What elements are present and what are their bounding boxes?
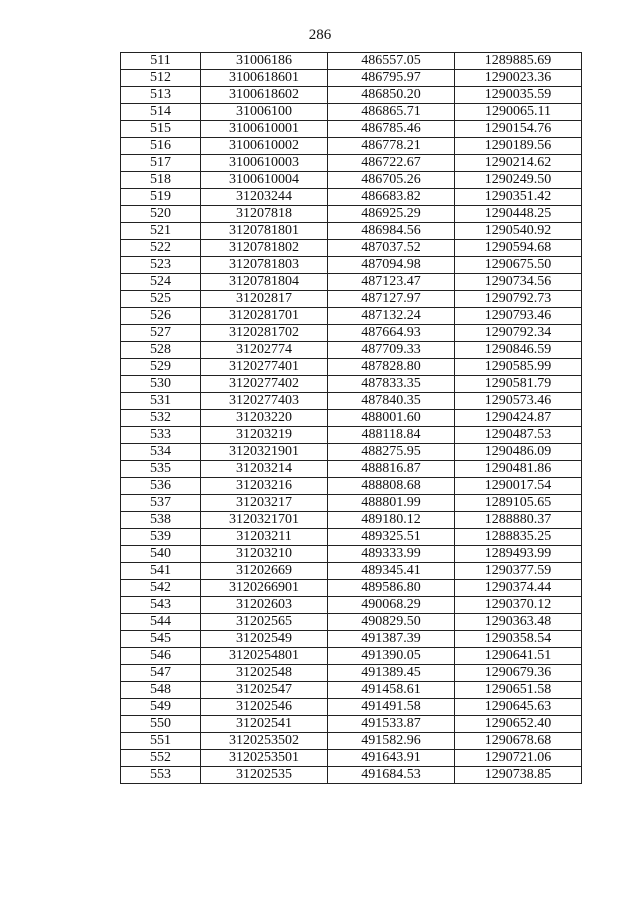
x-coordinate-cell: 491458.61	[328, 682, 455, 699]
point-number-cell: 527	[121, 325, 201, 342]
point-number-cell: 532	[121, 410, 201, 427]
point-id-cell: 31202565	[201, 614, 328, 631]
table-row	[121, 614, 582, 631]
table-row	[121, 767, 582, 784]
point-number-cell: 549	[121, 699, 201, 716]
point-id-cell: 31006100	[201, 104, 328, 121]
table-row	[121, 427, 582, 444]
x-coordinate-cell: 488801.99	[328, 495, 455, 512]
x-coordinate-cell: 487828.80	[328, 359, 455, 376]
x-coordinate-cell: 487664.93	[328, 325, 455, 342]
point-id-cell: 3120781802	[201, 240, 328, 257]
x-coordinate-cell: 486865.71	[328, 104, 455, 121]
x-coordinate-cell: 490829.50	[328, 614, 455, 631]
y-coordinate-cell: 1290846.59	[455, 342, 582, 359]
point-id-cell: 3120253501	[201, 750, 328, 767]
point-id-cell: 31203217	[201, 495, 328, 512]
table-row	[121, 376, 582, 393]
point-id-cell: 3120266901	[201, 580, 328, 597]
point-number-cell: 526	[121, 308, 201, 325]
point-number-cell: 516	[121, 138, 201, 155]
point-id-cell: 31203220	[201, 410, 328, 427]
x-coordinate-cell: 486683.82	[328, 189, 455, 206]
point-number-cell: 548	[121, 682, 201, 699]
table-row	[121, 546, 582, 563]
point-number-cell: 530	[121, 376, 201, 393]
point-number-cell: 537	[121, 495, 201, 512]
x-coordinate-cell: 491491.58	[328, 699, 455, 716]
point-number-cell: 512	[121, 70, 201, 87]
y-coordinate-cell: 1290374.44	[455, 580, 582, 597]
y-coordinate-cell: 1290573.46	[455, 393, 582, 410]
x-coordinate-cell: 491387.39	[328, 631, 455, 648]
y-coordinate-cell: 1290023.36	[455, 70, 582, 87]
y-coordinate-cell: 1290651.58	[455, 682, 582, 699]
point-id-cell: 3120781804	[201, 274, 328, 291]
point-number-cell: 533	[121, 427, 201, 444]
x-coordinate-cell: 488808.68	[328, 478, 455, 495]
table-row	[121, 53, 582, 70]
y-coordinate-cell: 1290448.25	[455, 206, 582, 223]
x-coordinate-cell: 489325.51	[328, 529, 455, 546]
y-coordinate-cell: 1290652.40	[455, 716, 582, 733]
table-row	[121, 121, 582, 138]
x-coordinate-cell: 490068.29	[328, 597, 455, 614]
x-coordinate-cell: 487709.33	[328, 342, 455, 359]
point-number-cell: 515	[121, 121, 201, 138]
point-id-cell: 31203210	[201, 546, 328, 563]
point-id-cell: 3120281702	[201, 325, 328, 342]
point-id-cell: 3100610004	[201, 172, 328, 189]
point-id-cell: 3120321901	[201, 444, 328, 461]
table-row	[121, 138, 582, 155]
y-coordinate-cell: 1290377.59	[455, 563, 582, 580]
table-row	[121, 529, 582, 546]
point-number-cell: 519	[121, 189, 201, 206]
x-coordinate-cell: 486925.29	[328, 206, 455, 223]
point-number-cell: 543	[121, 597, 201, 614]
y-coordinate-cell: 1290679.36	[455, 665, 582, 682]
point-id-cell: 31207818	[201, 206, 328, 223]
table-row	[121, 189, 582, 206]
point-number-cell: 545	[121, 631, 201, 648]
x-coordinate-cell: 491390.05	[328, 648, 455, 665]
point-number-cell: 538	[121, 512, 201, 529]
point-number-cell: 529	[121, 359, 201, 376]
x-coordinate-cell: 487840.35	[328, 393, 455, 410]
y-coordinate-cell: 1290189.56	[455, 138, 582, 155]
y-coordinate-cell: 1290154.76	[455, 121, 582, 138]
point-id-cell: 3120781801	[201, 223, 328, 240]
table-row	[121, 342, 582, 359]
x-coordinate-cell: 487094.98	[328, 257, 455, 274]
x-coordinate-cell: 487132.24	[328, 308, 455, 325]
table-row	[121, 478, 582, 495]
table-row	[121, 716, 582, 733]
x-coordinate-cell: 487833.35	[328, 376, 455, 393]
point-number-cell: 539	[121, 529, 201, 546]
point-number-cell: 541	[121, 563, 201, 580]
page-number: 286	[308, 27, 332, 43]
x-coordinate-cell: 488816.87	[328, 461, 455, 478]
y-coordinate-cell: 1290486.09	[455, 444, 582, 461]
y-coordinate-cell: 1290487.53	[455, 427, 582, 444]
y-coordinate-cell: 1290540.92	[455, 223, 582, 240]
point-number-cell: 518	[121, 172, 201, 189]
table-row	[121, 104, 582, 121]
x-coordinate-cell: 491389.45	[328, 665, 455, 682]
point-id-cell: 3100610003	[201, 155, 328, 172]
y-coordinate-cell: 1290363.48	[455, 614, 582, 631]
table-row	[121, 223, 582, 240]
point-number-cell: 534	[121, 444, 201, 461]
table-row	[121, 733, 582, 750]
y-coordinate-cell: 1288880.37	[455, 512, 582, 529]
x-coordinate-cell: 488275.95	[328, 444, 455, 461]
point-id-cell: 31202549	[201, 631, 328, 648]
table-row	[121, 206, 582, 223]
point-id-cell: 31203211	[201, 529, 328, 546]
x-coordinate-cell: 487123.47	[328, 274, 455, 291]
x-coordinate-cell: 486785.46	[328, 121, 455, 138]
point-number-cell: 517	[121, 155, 201, 172]
y-coordinate-cell: 1290249.50	[455, 172, 582, 189]
point-number-cell: 551	[121, 733, 201, 750]
y-coordinate-cell: 1290370.12	[455, 597, 582, 614]
y-coordinate-cell: 1290214.62	[455, 155, 582, 172]
point-number-cell: 528	[121, 342, 201, 359]
y-coordinate-cell: 1290017.54	[455, 478, 582, 495]
point-id-cell: 3120254801	[201, 648, 328, 665]
point-id-cell: 3100610002	[201, 138, 328, 155]
point-id-cell: 31203214	[201, 461, 328, 478]
x-coordinate-cell: 488118.84	[328, 427, 455, 444]
point-number-cell: 522	[121, 240, 201, 257]
point-number-cell: 536	[121, 478, 201, 495]
table-row	[121, 308, 582, 325]
table-row	[121, 512, 582, 529]
point-id-cell: 31202535	[201, 767, 328, 784]
x-coordinate-cell: 486984.56	[328, 223, 455, 240]
x-coordinate-cell: 486705.26	[328, 172, 455, 189]
x-coordinate-cell: 486778.21	[328, 138, 455, 155]
table-row	[121, 682, 582, 699]
point-id-cell: 3120277401	[201, 359, 328, 376]
y-coordinate-cell: 1289105.65	[455, 495, 582, 512]
y-coordinate-cell: 1290793.46	[455, 308, 582, 325]
table-row	[121, 325, 582, 342]
point-id-cell: 3120781803	[201, 257, 328, 274]
point-number-cell: 524	[121, 274, 201, 291]
point-number-cell: 542	[121, 580, 201, 597]
point-number-cell: 511	[121, 53, 201, 70]
point-id-cell: 31202541	[201, 716, 328, 733]
point-id-cell: 31202546	[201, 699, 328, 716]
point-number-cell: 514	[121, 104, 201, 121]
x-coordinate-cell: 488001.60	[328, 410, 455, 427]
y-coordinate-cell: 1290481.86	[455, 461, 582, 478]
point-number-cell: 521	[121, 223, 201, 240]
point-id-cell: 31202548	[201, 665, 328, 682]
point-number-cell: 540	[121, 546, 201, 563]
y-coordinate-cell: 1290734.56	[455, 274, 582, 291]
table-row	[121, 87, 582, 104]
point-number-cell: 523	[121, 257, 201, 274]
x-coordinate-cell: 486850.20	[328, 87, 455, 104]
table-row	[121, 274, 582, 291]
x-coordinate-cell: 487127.97	[328, 291, 455, 308]
y-coordinate-cell: 1290065.11	[455, 104, 582, 121]
table-row	[121, 240, 582, 257]
point-number-cell: 552	[121, 750, 201, 767]
y-coordinate-cell: 1290035.59	[455, 87, 582, 104]
table-row	[121, 155, 582, 172]
y-coordinate-cell: 1290585.99	[455, 359, 582, 376]
point-id-cell: 31203216	[201, 478, 328, 495]
point-id-cell: 3100610001	[201, 121, 328, 138]
table-row	[121, 699, 582, 716]
y-coordinate-cell: 1290351.42	[455, 189, 582, 206]
table-row	[121, 597, 582, 614]
table-row	[121, 648, 582, 665]
y-coordinate-cell: 1290792.34	[455, 325, 582, 342]
y-coordinate-cell: 1290738.85	[455, 767, 582, 784]
table-row	[121, 563, 582, 580]
y-coordinate-cell: 1290358.54	[455, 631, 582, 648]
y-coordinate-cell: 1290645.63	[455, 699, 582, 716]
coordinate-table	[120, 52, 582, 784]
x-coordinate-cell: 489586.80	[328, 580, 455, 597]
point-number-cell: 550	[121, 716, 201, 733]
point-number-cell: 520	[121, 206, 201, 223]
point-number-cell: 547	[121, 665, 201, 682]
point-number-cell: 553	[121, 767, 201, 784]
table-row	[121, 631, 582, 648]
x-coordinate-cell: 486557.05	[328, 53, 455, 70]
point-id-cell: 3100618601	[201, 70, 328, 87]
x-coordinate-cell: 486795.97	[328, 70, 455, 87]
point-number-cell: 531	[121, 393, 201, 410]
table-row	[121, 461, 582, 478]
table-row	[121, 70, 582, 87]
point-number-cell: 546	[121, 648, 201, 665]
y-coordinate-cell: 1290424.87	[455, 410, 582, 427]
y-coordinate-cell: 1289885.69	[455, 53, 582, 70]
table-row	[121, 291, 582, 308]
table-row	[121, 444, 582, 461]
y-coordinate-cell: 1290581.79	[455, 376, 582, 393]
table-row	[121, 665, 582, 682]
point-id-cell: 31006186	[201, 53, 328, 70]
x-coordinate-cell: 489180.12	[328, 512, 455, 529]
point-number-cell: 544	[121, 614, 201, 631]
point-id-cell: 3120277403	[201, 393, 328, 410]
x-coordinate-cell: 491643.91	[328, 750, 455, 767]
x-coordinate-cell: 486722.67	[328, 155, 455, 172]
x-coordinate-cell: 491684.53	[328, 767, 455, 784]
point-id-cell: 3120277402	[201, 376, 328, 393]
y-coordinate-cell: 1288835.25	[455, 529, 582, 546]
x-coordinate-cell: 489333.99	[328, 546, 455, 563]
point-id-cell: 31202547	[201, 682, 328, 699]
y-coordinate-cell: 1290594.68	[455, 240, 582, 257]
table-row	[121, 580, 582, 597]
table-body	[121, 53, 582, 784]
x-coordinate-cell: 491582.96	[328, 733, 455, 750]
point-id-cell: 31202817	[201, 291, 328, 308]
x-coordinate-cell: 491533.87	[328, 716, 455, 733]
point-number-cell: 535	[121, 461, 201, 478]
point-number-cell: 513	[121, 87, 201, 104]
point-id-cell: 31202603	[201, 597, 328, 614]
point-id-cell: 31202669	[201, 563, 328, 580]
table-row	[121, 257, 582, 274]
point-id-cell: 3100618602	[201, 87, 328, 104]
point-number-cell: 525	[121, 291, 201, 308]
y-coordinate-cell: 1290721.06	[455, 750, 582, 767]
y-coordinate-cell: 1290675.50	[455, 257, 582, 274]
point-id-cell: 31203219	[201, 427, 328, 444]
point-id-cell: 3120321701	[201, 512, 328, 529]
table-row	[121, 410, 582, 427]
y-coordinate-cell: 1289493.99	[455, 546, 582, 563]
y-coordinate-cell: 1290678.68	[455, 733, 582, 750]
point-id-cell: 31202774	[201, 342, 328, 359]
table-row	[121, 393, 582, 410]
table-row	[121, 359, 582, 376]
y-coordinate-cell: 1290641.51	[455, 648, 582, 665]
x-coordinate-cell: 487037.52	[328, 240, 455, 257]
point-id-cell: 3120253502	[201, 733, 328, 750]
x-coordinate-cell: 489345.41	[328, 563, 455, 580]
point-id-cell: 31203244	[201, 189, 328, 206]
point-id-cell: 3120281701	[201, 308, 328, 325]
y-coordinate-cell: 1290792.73	[455, 291, 582, 308]
table-row	[121, 495, 582, 512]
table-row	[121, 172, 582, 189]
table-row	[121, 750, 582, 767]
